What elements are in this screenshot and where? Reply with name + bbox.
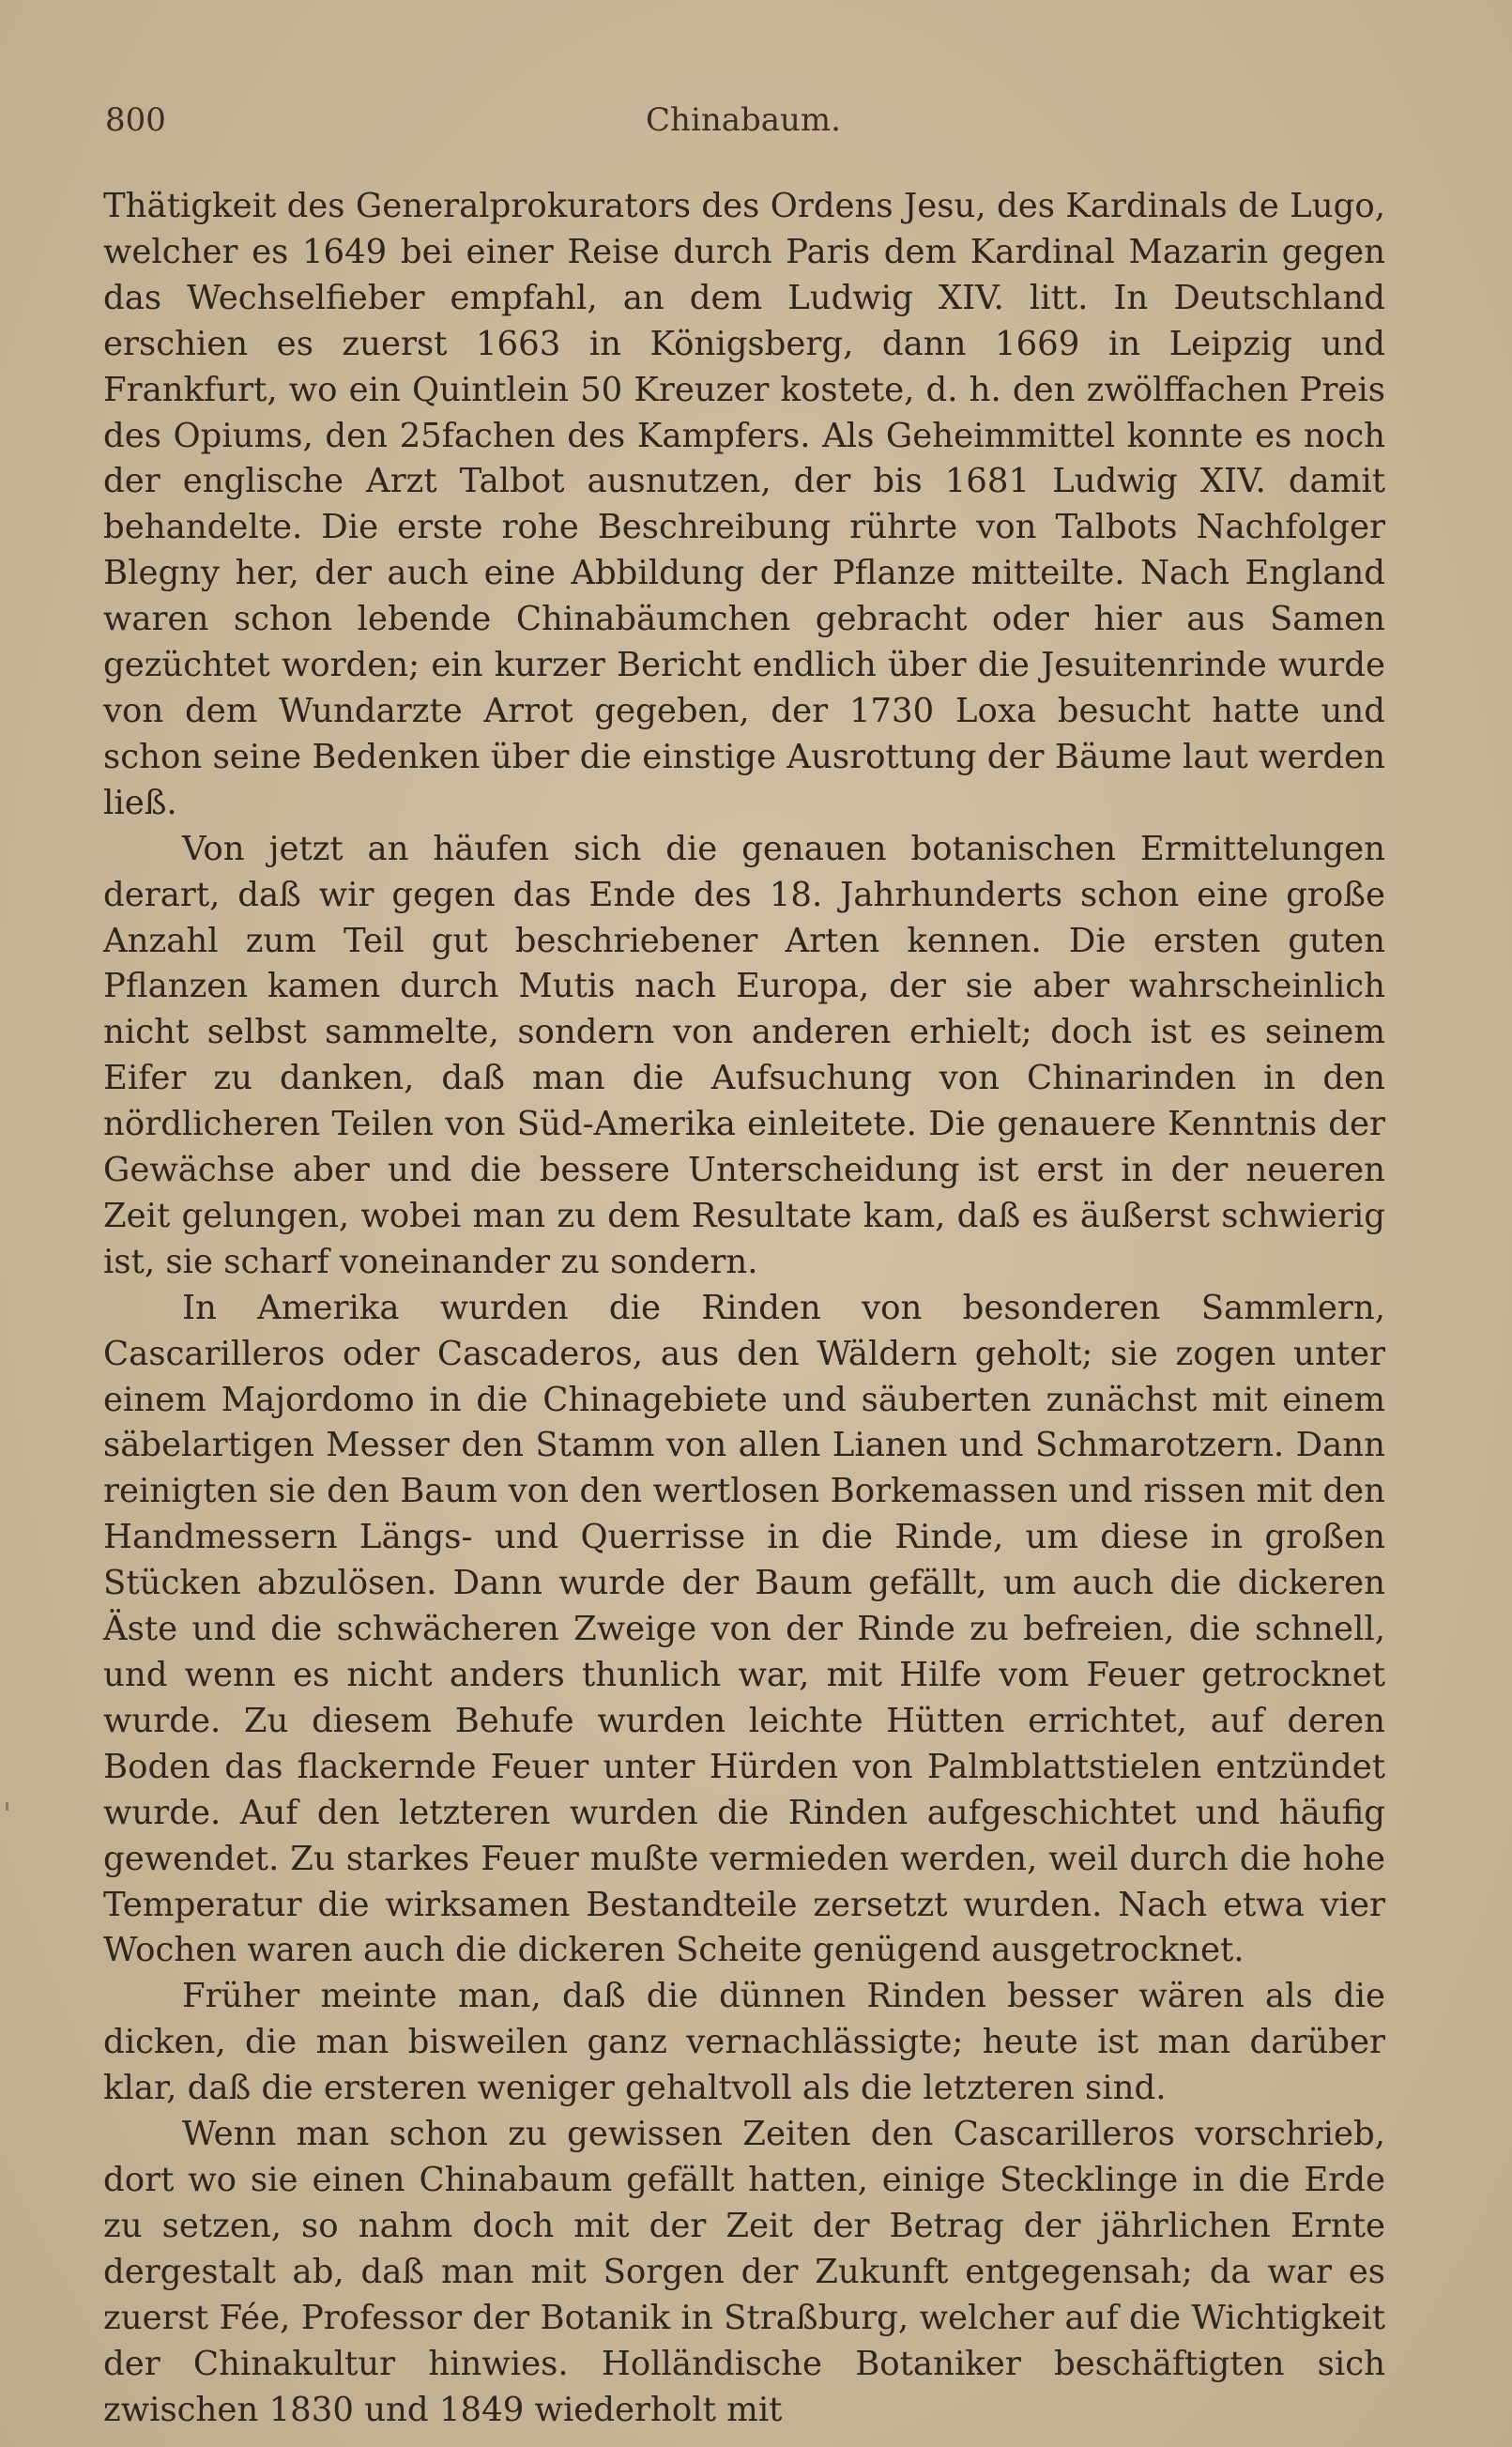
- paragraph-1: Thätigkeit des Generalprokurators des Ordens Jesu, des Kardinals de Lugo, welcher es 1649 bei einer Reise durch Paris dem Kardinal Mazarin gegen das Wechselfieber empfahl, an dem Ludwig XIV. litt. In Deutschland erschien es zuerst 1663 in Königsberg, dann 1669 in Leipzig und Frankfurt, wo ein Quintlein 50 Kreuzer kostete, d. h. den zwölffachen Preis des Opiums, den 25fachen des Kampfers. Als Geheimmittel konnte es noch der englische Arzt Talbot ausnutzen, der bis 1681 Ludwig XIV. damit behandelte. Die erste rohe Beschreibung rührte von Talbots Nachfolger Blegny her, der auch eine Abbildung der Pflanze mitteilte. Nach England waren schon lebende Chinabäumchen gebracht oder hier aus Samen gezüchtet worden; ein kurzer Bericht endlich über die Jesuitenrinde wurde von dem Wundarzte Arrot gegeben, der 1730 Loxa besucht hatte und schon seine Bedenken über die einstige Ausrottung der Bäume laut werden ließ.: [103, 187, 1385, 822]
- paper-speck: [6, 1802, 8, 1811]
- page-header: [105, 101, 1382, 148]
- body-text: [103, 184, 1385, 2433]
- paragraph-3: In Amerika wurden die Rinden von besonderen Sammlern, Cascarilleros oder Cascaderos, aus den Wäldern geholt; sie zogen unter einem Majordomo in die Chinagebiete und säuberten zunächst mit einem säbelartigen Messer den Stamm von allen Lianen und Schmarotzern. Dann reinigten sie den Baum von den wertlosen Borkemassen und rissen mit den Handmessern Längs- und Querrisse in die Rinde, um diese in großen Stücken abzulösen. Dann wurde der Baum gefällt, um auch die dickeren Äste und die schwächeren Zweige von der Rinde zu befreien, die schnell, und wenn es nicht anders thunlich war, mit Hilfe vom Feuer getrocknet wurde. Zu diesem Behufe wurden leichte Hütten errichtet, auf deren Boden das flackernde Feuer unter Hürden von Palmblattstielen entzündet wurde. Auf den letzteren wurden die Rinden aufgeschichtet und häufig gewendet. Zu starkes Feuer mußte vermieden werden, weil durch die hohe Temperatur die wirksamen Bestandteile zersetzt wurden. Nach etwa vier Wochen waren auch die dickeren Scheite genügend ausgetrocknet.: [103, 1288, 1385, 1970]
- page-number: 800: [105, 101, 166, 139]
- paragraph-2: Von jetzt an häufen sich die genauen botanischen Ermittelungen derart, daß wir gegen das Ende des 18. Jahrhunderts schon eine große Anzahl zum Teil gut beschriebener Arten kennen. Die ersten guten Pflanzen kamen durch Mutis nach Europa, der sie aber wahrscheinlich nicht selbst sammelte, sondern von anderen erhielt; doch ist es seinem Eifer zu danken, daß man die Aufsuchung von Chinarinden in den nördlicheren Teilen von Süd-Amerika einleitete. Die genauere Kenntnis der Gewächse aber und die bessere Unterscheidung ist erst in der neueren Zeit gelungen, wobei man zu dem Resultate kam, daß es äußerst schwierig ist, sie scharf voneinander zu sondern.: [103, 829, 1385, 1281]
- paragraph-5: Wenn man schon zu gewissen Zeiten den Cascarilleros vorschrieb, dort wo sie einen Chinabaum gefällt hatten, einige Stecklinge in die Erde zu setzen, so nahm doch mit der Zeit der Betrag der jährlichen Ernte dergestalt ab, daß man mit Sorgen der Zukunft entgegensah; da war es zuerst Fée, Professor der Botanik in Straßburg, welcher auf die Wichtigkeit der Chinakultur hinwies. Holländische Botaniker beschäftigten sich zwischen 1830 und 1849 wiederholt mit: [103, 2115, 1385, 2429]
- running-head: Chinabaum.: [646, 101, 841, 139]
- paragraph-4: Früher meinte man, daß die dünnen Rinden besser wären als die dicken, die man bisweilen ganz vernachlässigte; heute ist man darüber klar, daß die ersteren weniger gehaltvoll als die letzteren sind.: [103, 1977, 1385, 2108]
